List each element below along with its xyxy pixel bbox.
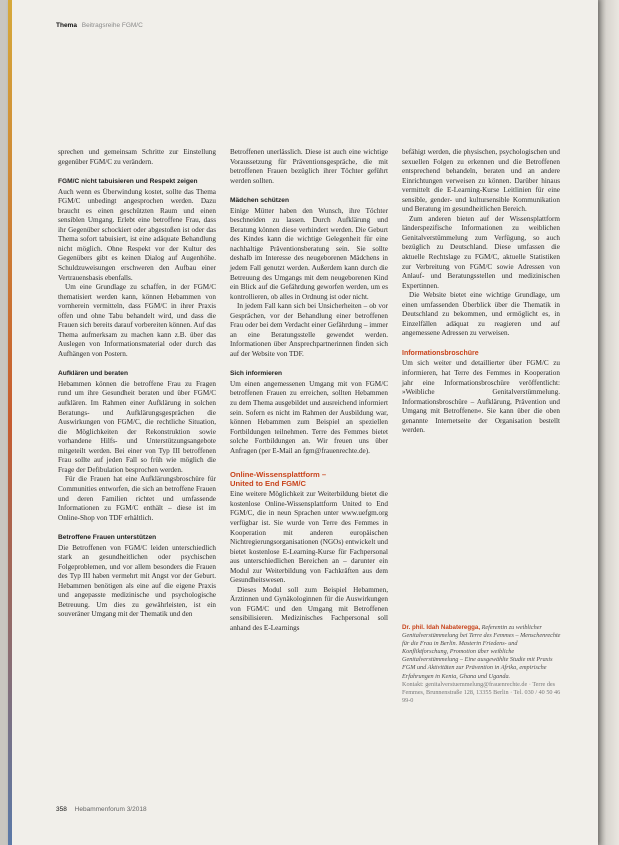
column-1: [58, 148, 216, 620]
author-bio: Referentin zu weiblicher Genitalverstümmelung bei Terre des Femmes – Menschenrechte für die Frau in Berlin. Masterin Friedens- und Konfliktforschung, Promotion über weibliche Genitalverstümmelung – Eine ausgewählte Studie mit Praxis FGM und Aktivitäten zur Prävention in Afrika, empirische Erfahrungen in Kenia, Ghana und Uganda.: [402, 624, 561, 680]
accent-heading-line-2: United to End FGM/C: [230, 479, 306, 489]
running-head: [56, 22, 143, 29]
author-name: Dr. phil. Idah Nabateregga,: [402, 624, 481, 631]
subheading: FGM/C nicht tabuisieren und Respekt zeigen: [58, 178, 198, 186]
paragraph: Um eine Grundlage zu schaffen, in der FGM/C thematisiert werden kann, können Hebammen von vornherein vermitteln, dass FGM/C in ihrer Praxis offen und ohne Tabu behandelt wird, und dass die Frauen sich bereits darauf vorbereiten können. Auf das Thema aufmerksam zu machen kann z.B. über das Auslegen von Informationsmaterial oder durch das Aufhängen von Postern.: [58, 283, 216, 358]
paragraph: Um einen angemessenen Umgang mit von FGM/C betroffenen Frauen zu erreichen, sollten Hebammen zu dem Thema ausgebildet und ausreichend informiert sein. Sofern es nicht im Rahmen der Ausbildung war, können Hebammen zum Beispiel an speziellen Fortbildungen teilnehmen. Terre des Femmes bietet solche Fortbildungen an. Wir freuen uns über Anfragen (per E-Mail an fgm@frauenrechte.de).: [230, 379, 388, 455]
magazine-page: [8, 0, 598, 845]
paragraph: Zum anderen bieten auf der Wissensplattform länderspezifische Informationen zu weiblichen Genitalverstümmelung zum Verfügung, so auch bezüglich zu Deutschland. Diese umfassen die aktuelle Rechtslage zu FGM/C, aktuelle Statistiken zur Verbreitung von FGM/C sowie Adressen von Anlauf- und Beratungsstellen und medizinischen Expertinnen.: [402, 214, 560, 290]
subheading: Betroffene Frauen unterstützen: [58, 534, 157, 542]
section-subtitle: Beitragsreihe FGM/C: [81, 22, 143, 29]
paragraph: befähigt werden, die physischen, psychologischen und sexuellen Folgen zu erkennen und die Betroffenen entsprechend behandeln, beraten und an andere Einrichtungen verweisen zu können. Darüber hinaus vermittelt die E-Learning-Kurse Leitlinien für eine sensible, gender- und kultursensible Kommunikation und Beratung im gesundheitlichen Bereich.: [402, 148, 560, 214]
journal-title: Hebammenforum 3/2018: [74, 806, 147, 813]
paragraph: Um sich weiter und detaillierter über FGM/C zu informieren, hat Terre des Femmes in Kooperation jahr eine Informationsbroschüre veröffentlicht: »Weibliche Genitalverstümmelung. Informationsbroschüre – Aufklärung, Prävention und Umgang mit Betroffenen«. Sie kann über die oben genannte Internetseite der Organisation bestellt werden.: [402, 359, 560, 435]
paragraph: Dieses Modul soll zum Beispiel Hebammen, Ärztinnen und Gynäkologinnen für die Auswirkungen von FGM/C und den Umgang mit Betroffenen sensibilisieren. Medizinisches Fachpersonal soll anhand des E-Learnings: [230, 585, 388, 632]
page-footer: [56, 806, 147, 813]
author-box: [402, 624, 562, 705]
paragraph: Hebammen können die betroffene Frau zu Fragen rund um ihre Gesundheit beraten und über FGM/C aufklären. Im Rahmen einer Aufklärung in solchen Beratungs- und Aufklärungsgesprächen die Auswirkungen von FGM/C, die rechtliche Situation, die Möglichkeiten der Rekonstruktion sowie vorhandene Hilfs- und Unterstützungsangebote mitgeteilt werden. Bei einer von Typ III betroffenen Frau sollte auf jeden Fall so früh wie möglich die Frage der Defibulation besprochen werden.: [58, 379, 216, 474]
color-edge-strip: [8, 0, 12, 845]
subheading: Aufklären und beraten: [58, 370, 128, 378]
column-2: [230, 148, 388, 634]
paragraph: Die Betroffenen von FGM/C leiden unterschiedlich stark an gesundheitlichen oder psychischen Folgeproblemen, und vor allem besonders die Frauen des Typ III haben vermehrt mit Angst vor der Geburt. Hebammen benötigen als eine auf die eigene Praxis und angepasste medizinische und psychologische Betreuung. Um dies zu gewährleisten, ist ein souveräner Umgang mit der Thematik und den: [58, 543, 216, 619]
paragraph: Eine weitere Möglichkeit zur Weiterbildung bietet die kostenlose Online-Wissensplattform United to End FGM/C, die in neun Sprachen unter www.uefgm.org verfügbar ist. Sie wurde von Terre des Femmes in Kooperation mit anderen europäischen Nichtregierungsorganisationen (NGOs) entwickelt und bietet kostenlose E-Learning-Kurse für Fachpersonal aus unterschiedlichen Bereichen an – darunter ein Modul zur Weiterbildung von Fachkräften aus dem Gesundheitswesen.: [230, 490, 388, 585]
column-3: [402, 148, 560, 436]
paragraph: Für die Frauen hat eine Aufklärungsbroschüre für Communities entworfen, die sich an betroffene Frauen und deren Familien richtet und umfassende Informationen zu FGM/C enthält – diese ist im Online-Shop von TDF erhältlich.: [58, 475, 216, 522]
paragraph: sprechen und gemeinsam Schritte zur Einstellung gegenüber FGM/C zu verändern.: [58, 148, 216, 166]
accent-heading: [230, 470, 388, 488]
author-contact: Kontakt: genitalverstuemmelung@frauenrechte.de · Terre des Femmes, Brunnenstraße 128, 13355 Berlin · Tel. 030 / 40 50 46 99-0: [402, 680, 561, 704]
accent-heading-line-1: Online-Wissensplattform –: [230, 470, 327, 480]
subheading: Sich informieren: [230, 370, 283, 378]
page-number: 358: [56, 806, 67, 813]
paragraph: Auch wenn es Überwindung kostet, sollte das Thema FGM/C unbedingt angesprochen werden. Dazu braucht es einen geschützten Raum und einen sensiblen Umgang. Erlebt eine betroffene Frau, dass ihr Gegenüber schockiert oder abgestoßen ist oder das Thema sofort tabuisiert, ist eine adäquate Behandlung nicht möglich. Ohne Respekt vor der Kultur des Gegenübers gibt es keinen Dialog auf Augenhöhe. Schuldzuweisungen erschweren den Aufbau einer Vertrauensbasis ebenfalls.: [58, 187, 216, 282]
paragraph: Die Website bietet eine wichtige Grundlage, um einen umfassenden Überblick über die Thematik in Deutschland zu bekommen, und ermöglicht es, in Einzelfällen adäquat zu reagieren und auf angemessene Adressen zu verweisen.: [402, 291, 560, 338]
accent-subheading: Informationsbroschüre: [402, 349, 479, 357]
paragraph: Einige Mütter haben den Wunsch, ihre Töchter beschneiden zu lassen. Durch Aufklärung und Beratung können diese verhindert werden. Die Geburt des Kindes kann die wichtige Gelegenheit für eine nachhaltige Präventionsberatung sein. Sie sollte deshalb im Interesse des neugeborenen Mädchens in jedem Fall genutzt werden. Außerdem kann durch die Betreuung des Umgangs mit dem neugeborenen Kind ein Blick auf die Gefährdung geworfen werden, um es kontrollieren, ob alles in Ordnung ist oder nicht.: [230, 206, 388, 301]
section-label: Thema: [56, 22, 77, 29]
subheading: Mädchen schützen: [230, 197, 289, 205]
paragraph: Betroffenen unerlässlich. Diese ist auch eine wichtige Voraussetzung für Präventionsgespräche, die mit betroffenen Frauen bezüglich ihrer Töchter geführt werden sollten.: [230, 148, 388, 185]
paragraph: In jedem Fall kann sich bei Unsicherheiten – ob vor Gesprächen, vor der Behandlung einer betroffenen Frau oder bei dem Verdacht einer Gefährdung – immer an eine Beratungsstelle gewendet werden. Informationen über Ansprechpartnerinnen finden sich auf der Website von TDF.: [230, 302, 388, 358]
page-gutter-shadow: [598, 0, 619, 845]
